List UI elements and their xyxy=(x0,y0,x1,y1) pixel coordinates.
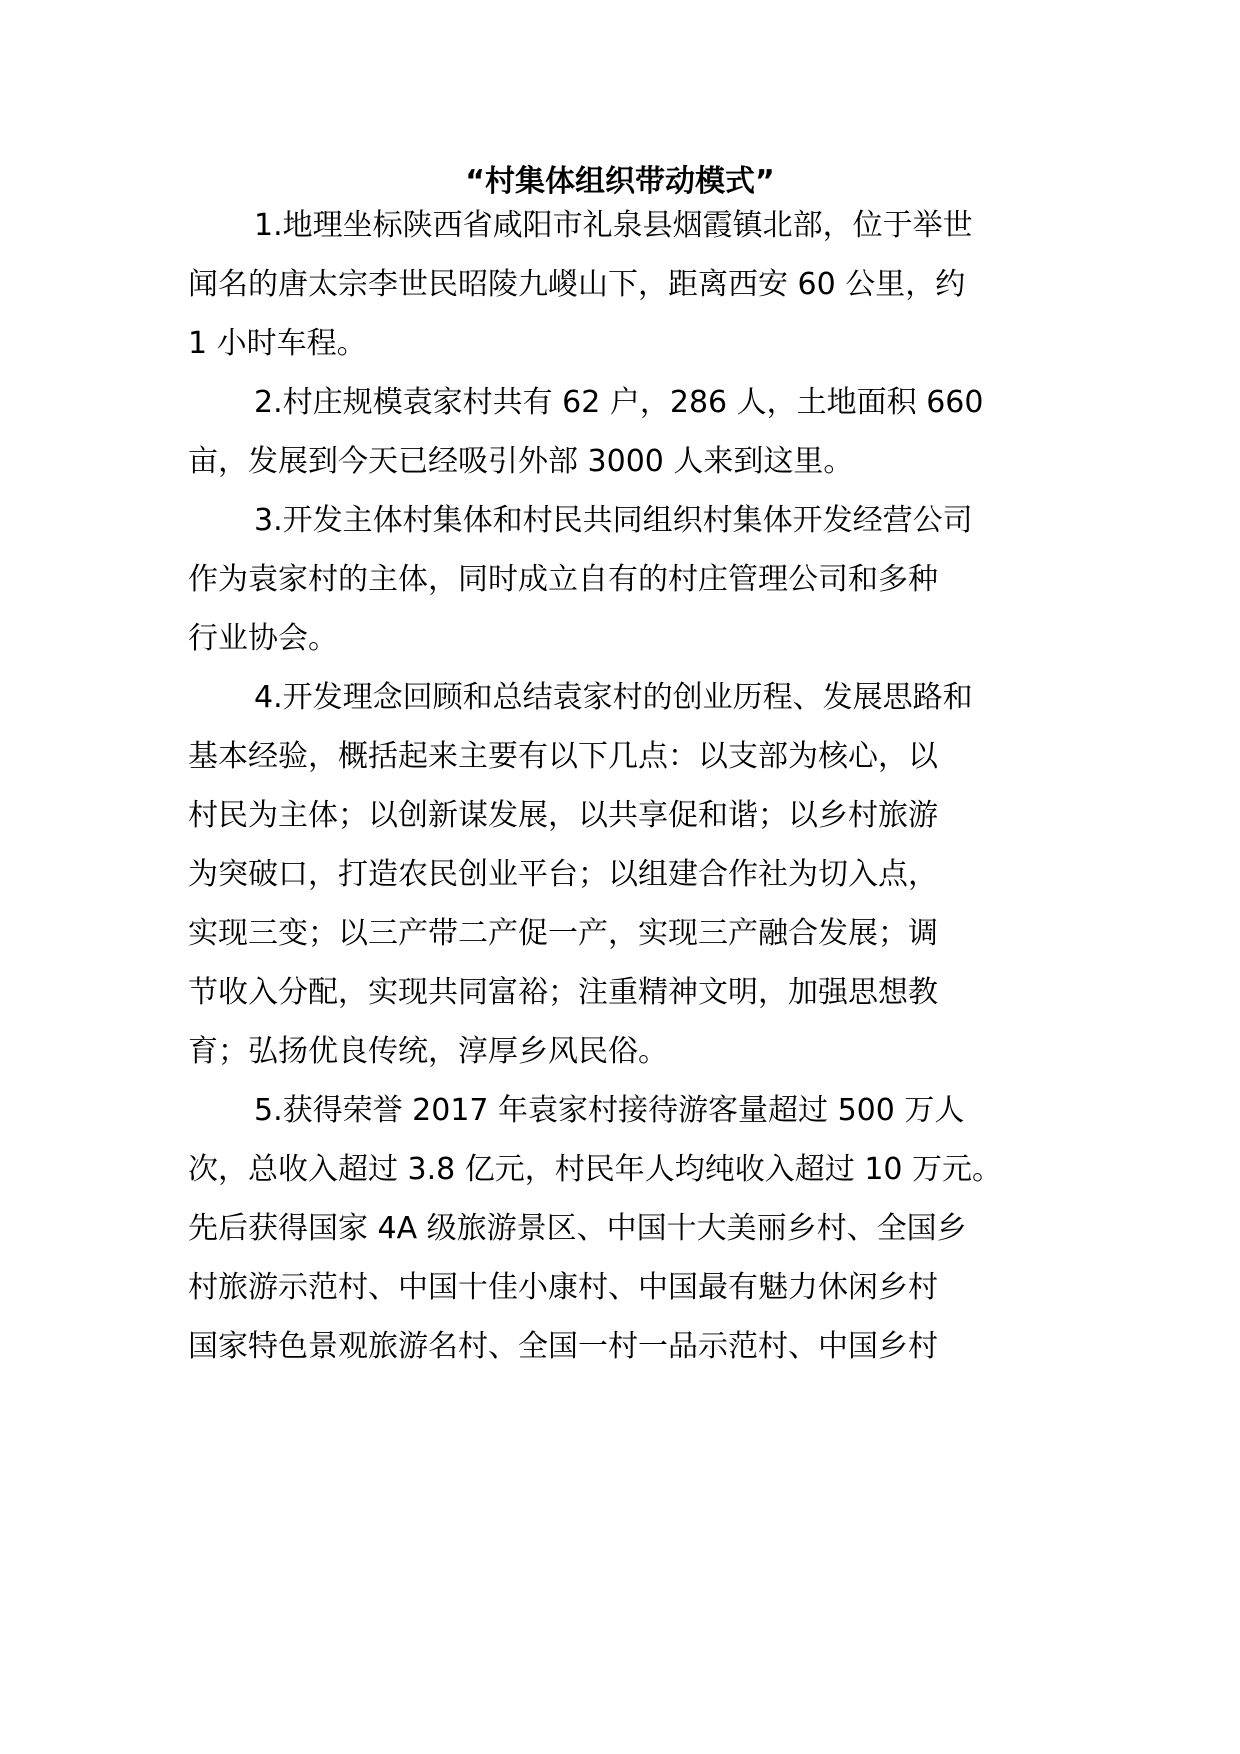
paragraph-5-line-1: 5.获得荣誉 2017 年袁家村接待游客量超过 500 万人 xyxy=(254,1093,965,1128)
paragraph-1-line-2: 闻名的唐太宗李世民昭陵九嵕山下，距离西安 60 公里，约 xyxy=(188,267,966,302)
paragraph-4-line-6: 节收入分配，实现共同富裕；注重精神文明，加强思想教 xyxy=(188,975,938,1010)
paragraph-4-line-1: 4.开发理念回顾和总结袁家村的创业历程、发展思路和 xyxy=(254,680,973,715)
paragraph-3-line-2: 作为袁家村的主体，同时成立自有的村庄管理公司和多种 xyxy=(188,562,938,597)
paragraph-1-line-1: 1.地理坐标陕西省咸阳市礼泉县烟霞镇北部，位于举世 xyxy=(254,208,973,243)
paragraph-4-line-5: 实现三变；以三产带二产促一产，实现三产融合发展；调 xyxy=(188,916,938,951)
paragraph-3-line-1: 3.开发主体村集体和村民共同组织村集体开发经营公司 xyxy=(254,503,973,538)
paragraph-4-line-7: 育；弘扬优良传统，淳厚乡风民俗。 xyxy=(188,1034,668,1069)
paragraph-4-line-3: 村民为主体；以创新谋发展，以共享促和谐；以乡村旅游 xyxy=(188,798,938,833)
paragraph-3-line-3: 行业协会。 xyxy=(188,621,338,656)
paragraph-5-line-5: 国家特色景观旅游名村、全国一村一品示范村、中国乡村 xyxy=(188,1329,938,1364)
document-title: “村集体组织带动模式” xyxy=(465,164,775,199)
paragraph-4-line-4: 为突破口，打造农民创业平台；以组建合作社为切入点， xyxy=(188,857,938,892)
paragraph-1-line-3: 1 小时车程。 xyxy=(188,326,367,361)
paragraph-2-line-2: 亩，发展到今天已经吸引外部 3000 人来到这里。 xyxy=(188,444,854,479)
paragraph-5-line-3: 先后获得国家 4A 级旅游景区、中国十大美丽乡村、全国乡 xyxy=(188,1211,967,1246)
paragraph-5-line-4: 村旅游示范村、中国十佳小康村、中国最有魅力休闲乡村 xyxy=(188,1270,938,1305)
paragraph-2-line-1: 2.村庄规模袁家村共有 62 户，286 人，土地面积 660 xyxy=(254,385,984,420)
paragraph-4-line-2: 基本经验，概括起来主要有以下几点：以支部为核心，以 xyxy=(188,739,938,774)
paragraph-5-line-2: 次，总收入超过 3.8 亿元，村民年人均纯收入超过 10 万元。 xyxy=(188,1152,1003,1187)
